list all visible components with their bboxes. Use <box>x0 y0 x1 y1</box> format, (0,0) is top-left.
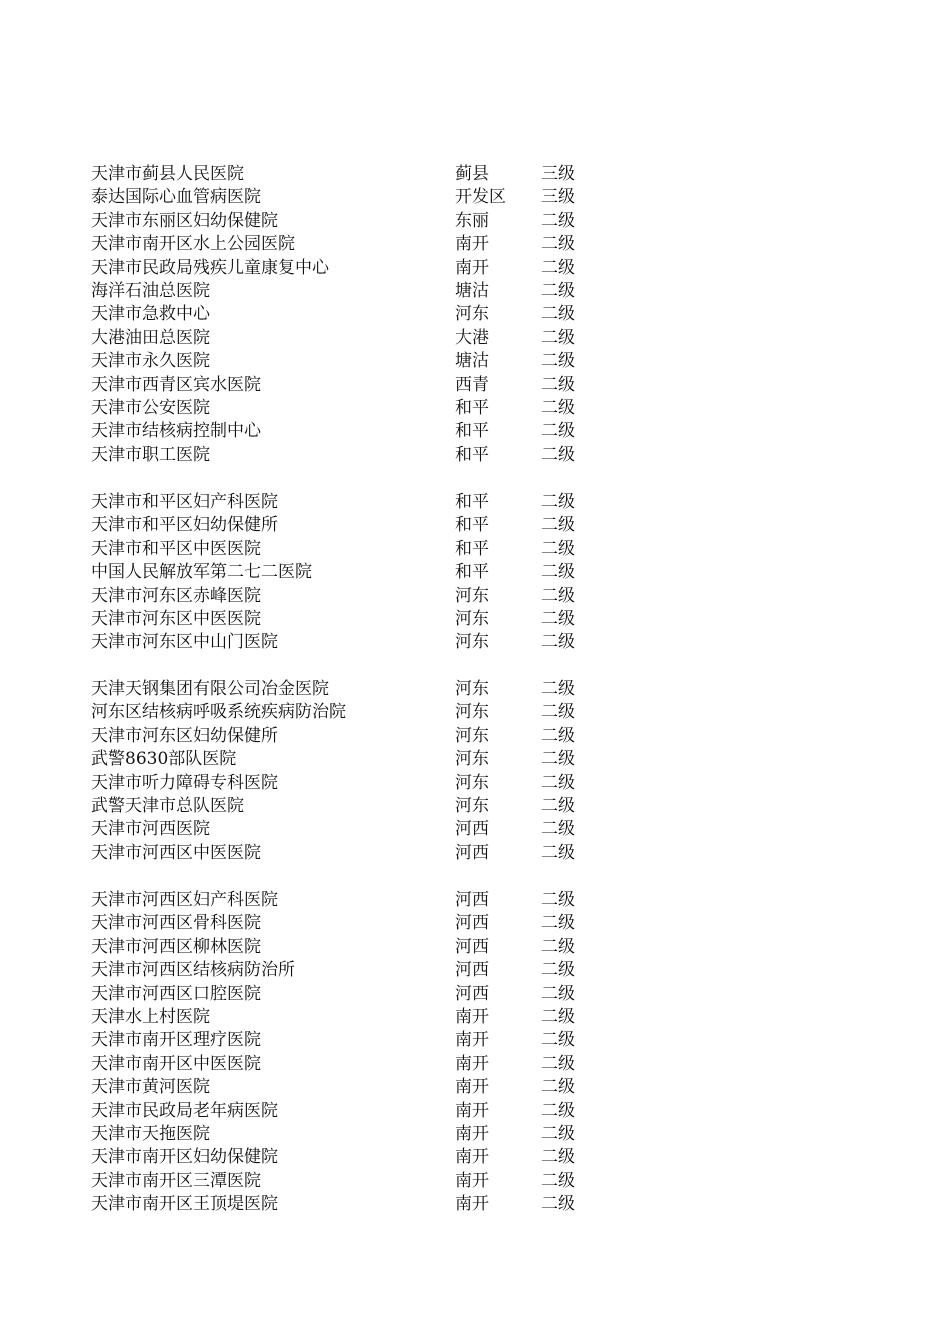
district-cell: 大港 <box>455 327 489 348</box>
hospital-name-cell: 天津市公安医院 <box>91 397 210 418</box>
table-row <box>0 936 950 959</box>
level-cell: 二级 <box>541 983 575 1004</box>
district-cell: 南开 <box>455 1147 489 1168</box>
hospital-name-cell: 天津市南开区理疗医院 <box>91 1030 261 1051</box>
district-cell: 西青 <box>455 374 489 395</box>
district-cell: 和平 <box>455 515 489 536</box>
table-row <box>0 186 950 209</box>
hospital-name-cell: 天津市东丽区妇幼保健院 <box>91 210 278 231</box>
table-row <box>0 585 950 608</box>
hospital-name-cell: 天津市河西区结核病防治所 <box>91 960 295 981</box>
table-row <box>0 397 950 420</box>
table-row <box>0 631 950 654</box>
hospital-name-cell: 武警8630部队医院 <box>91 749 237 770</box>
table-row <box>0 374 950 397</box>
level-cell: 二级 <box>541 304 575 325</box>
hospital-name-cell: 天津市蓟县人民医院 <box>91 164 244 184</box>
level-cell: 二级 <box>541 842 575 863</box>
table-row <box>0 1029 950 1052</box>
level-cell: 二级 <box>541 1147 575 1168</box>
hospital-name-cell: 天津市河西区骨科医院 <box>91 913 261 934</box>
level-cell: 二级 <box>541 913 575 934</box>
hospital-name-cell: 天津市南开区王顶堤医院 <box>91 1194 278 1215</box>
district-cell: 河东 <box>455 608 489 629</box>
table-row <box>0 491 950 514</box>
district-cell: 南开 <box>455 1006 489 1027</box>
district-cell: 和平 <box>455 538 489 559</box>
level-cell: 二级 <box>541 1194 575 1215</box>
level-cell: 二级 <box>541 795 575 816</box>
level-cell: 二级 <box>541 960 575 981</box>
table-row <box>0 350 950 373</box>
level-cell: 二级 <box>541 1053 575 1074</box>
level-cell: 二级 <box>541 515 575 536</box>
hospital-name-cell: 泰达国际心血管病医院 <box>91 187 261 208</box>
table-row <box>0 772 950 795</box>
table-row <box>0 233 950 256</box>
district-cell: 和平 <box>455 397 489 418</box>
district-cell: 河西 <box>455 819 489 840</box>
level-cell: 二级 <box>541 280 575 301</box>
level-cell: 二级 <box>541 397 575 418</box>
table-row <box>0 748 950 771</box>
hospital-name-cell: 天津市听力障碍专科医院 <box>91 772 278 793</box>
table-row <box>0 1100 950 1123</box>
hospital-name-cell: 天津市永久医院 <box>91 351 210 372</box>
district-cell: 和平 <box>455 444 489 465</box>
table-row <box>0 608 950 631</box>
table-row <box>0 280 950 303</box>
hospital-name-cell: 天津市南开区三潭医院 <box>91 1170 261 1191</box>
table-row <box>0 1006 950 1029</box>
table-row <box>0 795 950 818</box>
hospital-name-cell: 武警天津市总队医院 <box>91 795 244 816</box>
table-row <box>0 912 950 935</box>
table-row <box>0 1146 950 1169</box>
table-row <box>0 1123 950 1146</box>
table-row <box>0 420 950 443</box>
district-cell: 开发区 <box>455 187 506 208</box>
hospital-name-cell: 天津水上村医院 <box>91 1006 210 1027</box>
level-cell: 三级 <box>541 164 575 184</box>
table-row <box>0 842 950 865</box>
district-cell: 南开 <box>455 1053 489 1074</box>
hospital-name-cell: 天津市职工医院 <box>91 444 210 465</box>
table-row <box>0 303 950 326</box>
hospital-name-cell: 中国人民解放军第二七二医院 <box>91 562 312 583</box>
level-cell: 二级 <box>541 257 575 278</box>
table-row <box>0 1076 950 1099</box>
table-row <box>0 959 950 982</box>
district-cell: 河西 <box>455 983 489 1004</box>
table-row <box>0 725 950 748</box>
district-cell: 河东 <box>455 632 489 653</box>
level-cell: 二级 <box>541 749 575 770</box>
hospital-group <box>0 678 950 865</box>
level-cell: 二级 <box>541 1077 575 1098</box>
hospital-name-cell: 天津市和平区妇幼保健所 <box>91 515 278 536</box>
hospital-name-cell: 天津市结核病控制中心 <box>91 421 261 442</box>
table-row <box>0 678 950 701</box>
level-cell: 二级 <box>541 374 575 395</box>
district-cell: 河东 <box>455 772 489 793</box>
hospital-name-cell: 天津市河东区妇幼保健所 <box>91 725 278 746</box>
level-cell: 二级 <box>541 210 575 231</box>
level-cell: 二级 <box>541 1030 575 1051</box>
district-cell: 河东 <box>455 795 489 816</box>
level-cell: 二级 <box>541 608 575 629</box>
district-cell: 南开 <box>455 257 489 278</box>
hospital-name-cell: 天津市民政局老年病医院 <box>91 1100 278 1121</box>
table-row <box>0 327 950 350</box>
table-row <box>0 701 950 724</box>
level-cell: 二级 <box>541 492 575 512</box>
district-cell: 河东 <box>455 725 489 746</box>
district-cell: 南开 <box>455 1100 489 1121</box>
district-cell: 南开 <box>455 1170 489 1191</box>
hospital-name-cell: 天津市西青区宾水医院 <box>91 374 261 395</box>
hospital-name-cell: 天津市河东区中医医院 <box>91 608 261 629</box>
district-cell: 河东 <box>455 679 489 699</box>
level-cell: 二级 <box>541 772 575 793</box>
district-cell: 南开 <box>455 1194 489 1215</box>
hospital-name-cell: 天津市南开区水上公园医院 <box>91 234 295 255</box>
district-cell: 南开 <box>455 234 489 255</box>
hospital-name-cell: 天津市急救中心 <box>91 304 210 325</box>
level-cell: 二级 <box>541 1123 575 1144</box>
district-cell: 和平 <box>455 562 489 583</box>
hospital-name-cell: 天津市民政局残疾儿童康复中心 <box>91 257 329 278</box>
district-cell: 河东 <box>455 585 489 606</box>
table-row <box>0 1193 950 1216</box>
hospital-name-cell: 天津市河东区中山门医院 <box>91 632 278 653</box>
hospital-name-cell: 海洋石油总医院 <box>91 280 210 301</box>
level-cell: 二级 <box>541 351 575 372</box>
level-cell: 二级 <box>541 421 575 442</box>
hospital-name-cell: 天津市南开区中医医院 <box>91 1053 261 1074</box>
level-cell: 二级 <box>541 585 575 606</box>
level-cell: 二级 <box>541 538 575 559</box>
level-cell: 二级 <box>541 1100 575 1121</box>
hospital-name-cell: 天津市和平区妇产科医院 <box>91 492 278 512</box>
level-cell: 二级 <box>541 1006 575 1027</box>
hospital-group <box>0 163 950 467</box>
hospital-name-cell: 天津市河西医院 <box>91 819 210 840</box>
hospital-name-cell: 天津市河西区中医医院 <box>91 842 261 863</box>
district-cell: 河东 <box>455 304 489 325</box>
district-cell: 和平 <box>455 421 489 442</box>
table-row <box>0 444 950 467</box>
level-cell: 二级 <box>541 562 575 583</box>
level-cell: 二级 <box>541 725 575 746</box>
table-row <box>0 1053 950 1076</box>
hospital-name-cell: 天津市天拖医院 <box>91 1123 210 1144</box>
district-cell: 南开 <box>455 1123 489 1144</box>
hospital-name-cell: 天津市黄河医院 <box>91 1077 210 1098</box>
level-cell: 二级 <box>541 234 575 255</box>
district-cell: 河西 <box>455 890 489 910</box>
table-row <box>0 889 950 912</box>
hospital-name-cell: 天津天钢集团有限公司冶金医院 <box>91 679 329 699</box>
level-cell: 二级 <box>541 1170 575 1191</box>
hospital-group <box>0 889 950 1216</box>
district-cell: 河西 <box>455 936 489 957</box>
level-cell: 二级 <box>541 327 575 348</box>
level-cell: 二级 <box>541 890 575 910</box>
hospital-name-cell: 天津市河西区柳林医院 <box>91 936 261 957</box>
level-cell: 二级 <box>541 819 575 840</box>
district-cell: 河西 <box>455 842 489 863</box>
district-cell: 和平 <box>455 492 489 512</box>
hospital-name-cell: 天津市和平区中医医院 <box>91 538 261 559</box>
level-cell: 二级 <box>541 444 575 465</box>
hospital-name-cell: 大港油田总医院 <box>91 327 210 348</box>
table-row <box>0 983 950 1006</box>
level-cell: 二级 <box>541 702 575 723</box>
district-cell: 河东 <box>455 702 489 723</box>
table-row <box>0 818 950 841</box>
table-row <box>0 538 950 561</box>
district-cell: 东丽 <box>455 210 489 231</box>
table-row <box>0 257 950 280</box>
district-cell: 南开 <box>455 1030 489 1051</box>
table-row <box>0 561 950 584</box>
table-row <box>0 163 950 186</box>
district-cell: 塘沽 <box>455 351 489 372</box>
district-cell: 塘沽 <box>455 280 489 301</box>
hospital-name-cell: 天津市南开区妇幼保健院 <box>91 1147 278 1168</box>
district-cell: 河东 <box>455 749 489 770</box>
level-cell: 二级 <box>541 679 575 699</box>
hospital-name-cell: 天津市河东区赤峰医院 <box>91 585 261 606</box>
district-cell: 河西 <box>455 960 489 981</box>
level-cell: 二级 <box>541 936 575 957</box>
hospital-name-cell: 天津市河西区口腔医院 <box>91 983 261 1004</box>
table-row <box>0 514 950 537</box>
hospital-name-cell: 河东区结核病呼吸系统疾病防治院 <box>91 702 346 723</box>
hospital-group <box>0 491 950 655</box>
district-cell: 河西 <box>455 913 489 934</box>
table-row <box>0 210 950 233</box>
hospital-name-cell: 天津市河西区妇产科医院 <box>91 890 278 910</box>
level-cell: 三级 <box>541 187 575 208</box>
level-cell: 二级 <box>541 632 575 653</box>
district-cell: 蓟县 <box>455 164 489 184</box>
table-row <box>0 1170 950 1193</box>
district-cell: 南开 <box>455 1077 489 1098</box>
